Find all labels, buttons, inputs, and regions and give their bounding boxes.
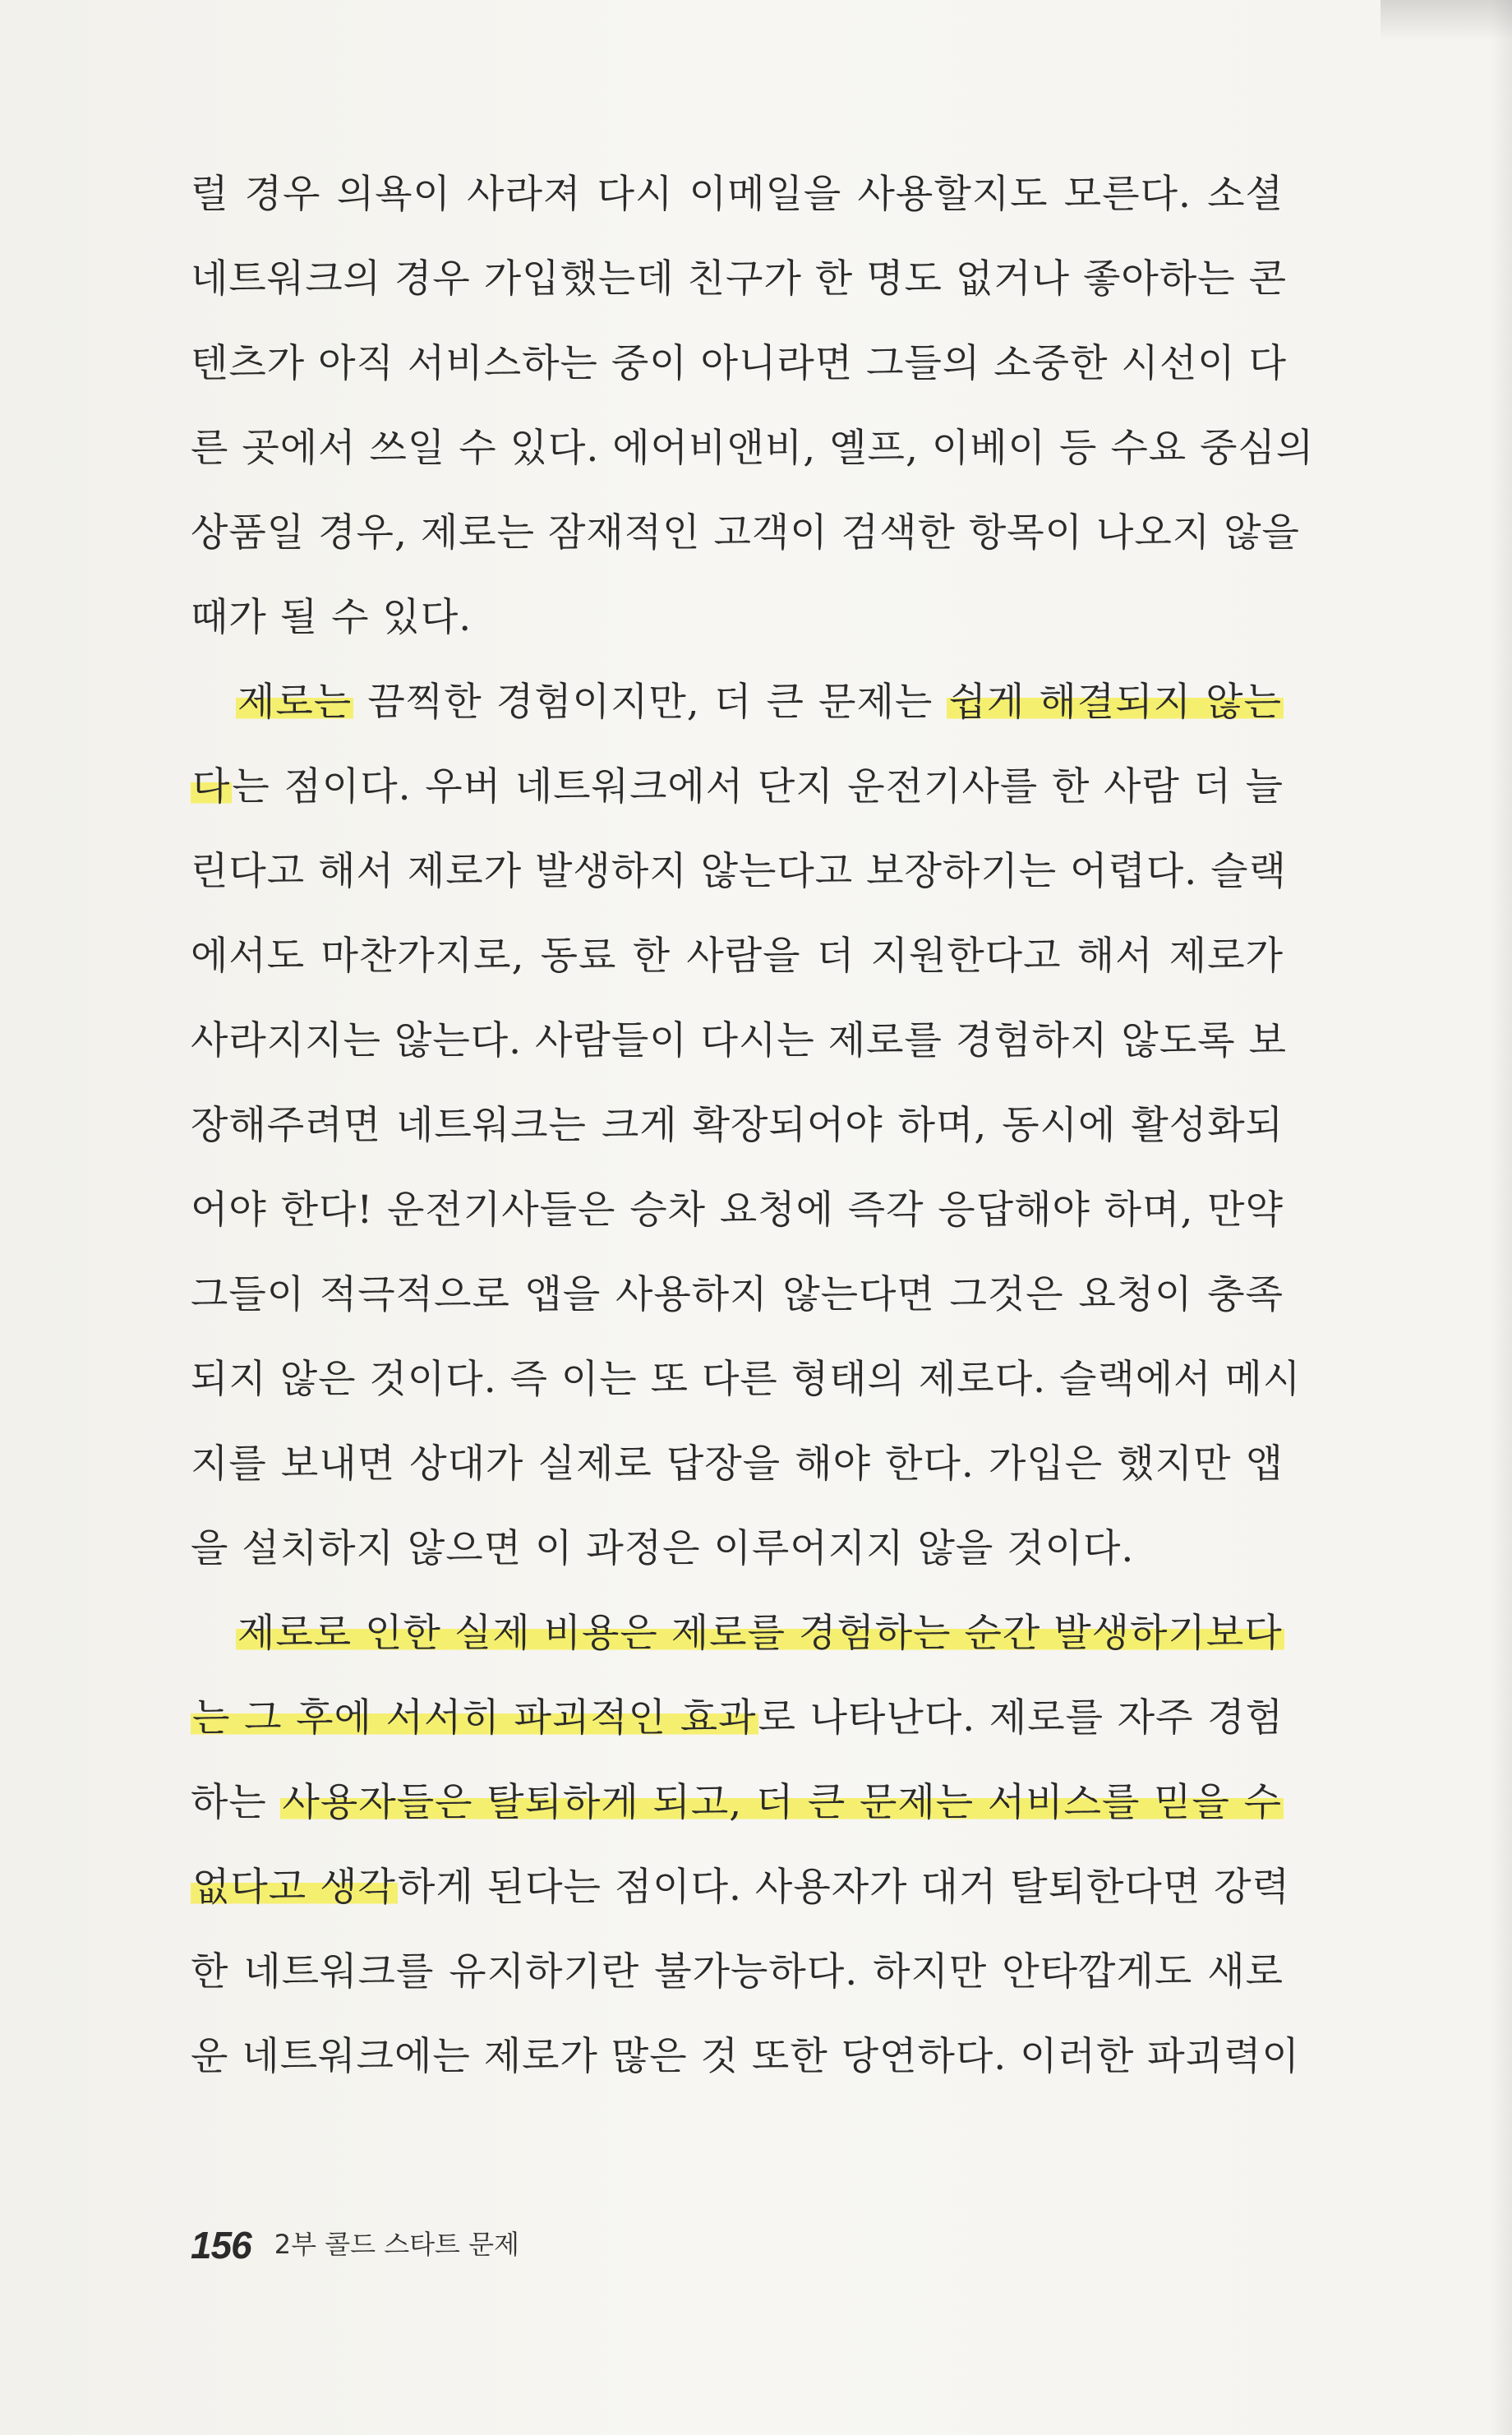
highlighted-text: 없다고 생각 — [192, 1865, 396, 1910]
text-line — [191, 660, 1284, 745]
text-line: 린다고 해서 제로가 발생하지 않는다고 보장하기는 어렵다. 슬랙 — [191, 849, 1287, 894]
text-line: 상품일 경우, 제로는 잠재적인 고객이 검색한 항목이 나오지 않을 — [191, 510, 1300, 556]
highlighted-text: 는 그 후에 서서히 파괴적인 효과 — [192, 1695, 757, 1741]
text-span: 끔찍한 경험이지만, 더 큰 문제는 — [353, 680, 947, 725]
text-line: 텐츠가 아직 서비스하는 중이 아니라면 그들의 소중한 시선이 다 — [191, 341, 1287, 386]
text-line: 어야 한다! 운전기사들은 승차 요청에 즉각 응답해야 하며, 만약 — [191, 1188, 1284, 1233]
text-line: 그들이 적극적으로 앱을 사용하지 않는다면 그것은 요청이 충족 — [191, 1272, 1284, 1317]
highlighted-text: 다 — [192, 764, 231, 809]
text-line: 한 네트워크를 유지하기란 불가능하다. 하지만 안타깝게도 새로 — [191, 1949, 1284, 1995]
highlighted-text: 쉽게 해결되지 않는 — [948, 680, 1282, 725]
text-line: 을 설치하지 않으면 이 과정은 이루어지지 않을 것이다. — [191, 1526, 1135, 1571]
running-title: 2부 콜드 스타트 문제 — [274, 2229, 519, 2260]
text-line: 사라지지는 않는다. 사람들이 다시는 제로를 경험하지 않도록 보 — [191, 1018, 1287, 1063]
text-line — [191, 1845, 1290, 1930]
text-line: 운 네트워크에는 제로가 많은 것 또한 당연하다. 이러한 파괴력이 — [191, 2034, 1300, 2079]
text-line: 지를 보내면 상대가 실제로 답장을 해야 한다. 가입은 했지만 앱 — [191, 1441, 1284, 1487]
text-span: 는 점이다. 우버 네트워크에서 단지 운전기사를 한 사람 더 늘 — [232, 764, 1284, 809]
text-line: 에서도 마찬가지로, 동료 한 사람을 더 지원한다고 해서 제로가 — [191, 934, 1284, 979]
highlighted-text: 제로로 인한 실제 비용은 제로를 경험하는 순간 발생하기보다 — [237, 1611, 1283, 1656]
text-line — [191, 1676, 1284, 1760]
text-line: 장해주려면 네트워크는 크게 확장되어야 하며, 동시에 활성화되 — [191, 1103, 1284, 1148]
body-text — [191, 152, 1315, 2099]
highlighted-text: 사용자들은 탈퇴하게 되고, 더 큰 문제는 서비스를 믿을 수 — [282, 1780, 1282, 1825]
text-span: 하게 된다는 점이다. 사용자가 대거 탈퇴한다면 강력 — [397, 1865, 1290, 1910]
text-line — [191, 1591, 1284, 1676]
text-line: 때가 될 수 있다. — [191, 595, 472, 640]
text-line: 되지 않은 것이다. 즉 이는 또 다른 형태의 제로다. 슬랙에서 메시 — [191, 1357, 1302, 1402]
page-number: 156 — [191, 2224, 251, 2267]
page-edge-shadow — [1491, 0, 1512, 2435]
text-span: 로 나타난다. 제로를 자주 경험 — [758, 1695, 1284, 1741]
text-line: 네트워크의 경우 가입했는데 친구가 한 명도 없거나 좋아하는 콘 — [191, 256, 1287, 302]
text-span: 하는 — [191, 1780, 281, 1825]
text-line — [191, 745, 1284, 829]
highlighted-text: 제로는 — [237, 680, 353, 725]
text-line: 른 곳에서 쓰일 수 있다. 에어비앤비, 옐프, 이베이 등 수요 중심의 — [191, 426, 1315, 471]
page-footer — [191, 2223, 519, 2272]
text-line: 럴 경우 의욕이 사라져 다시 이메일을 사용할지도 모른다. 소셜 — [191, 172, 1284, 217]
text-line — [191, 1760, 1284, 1845]
